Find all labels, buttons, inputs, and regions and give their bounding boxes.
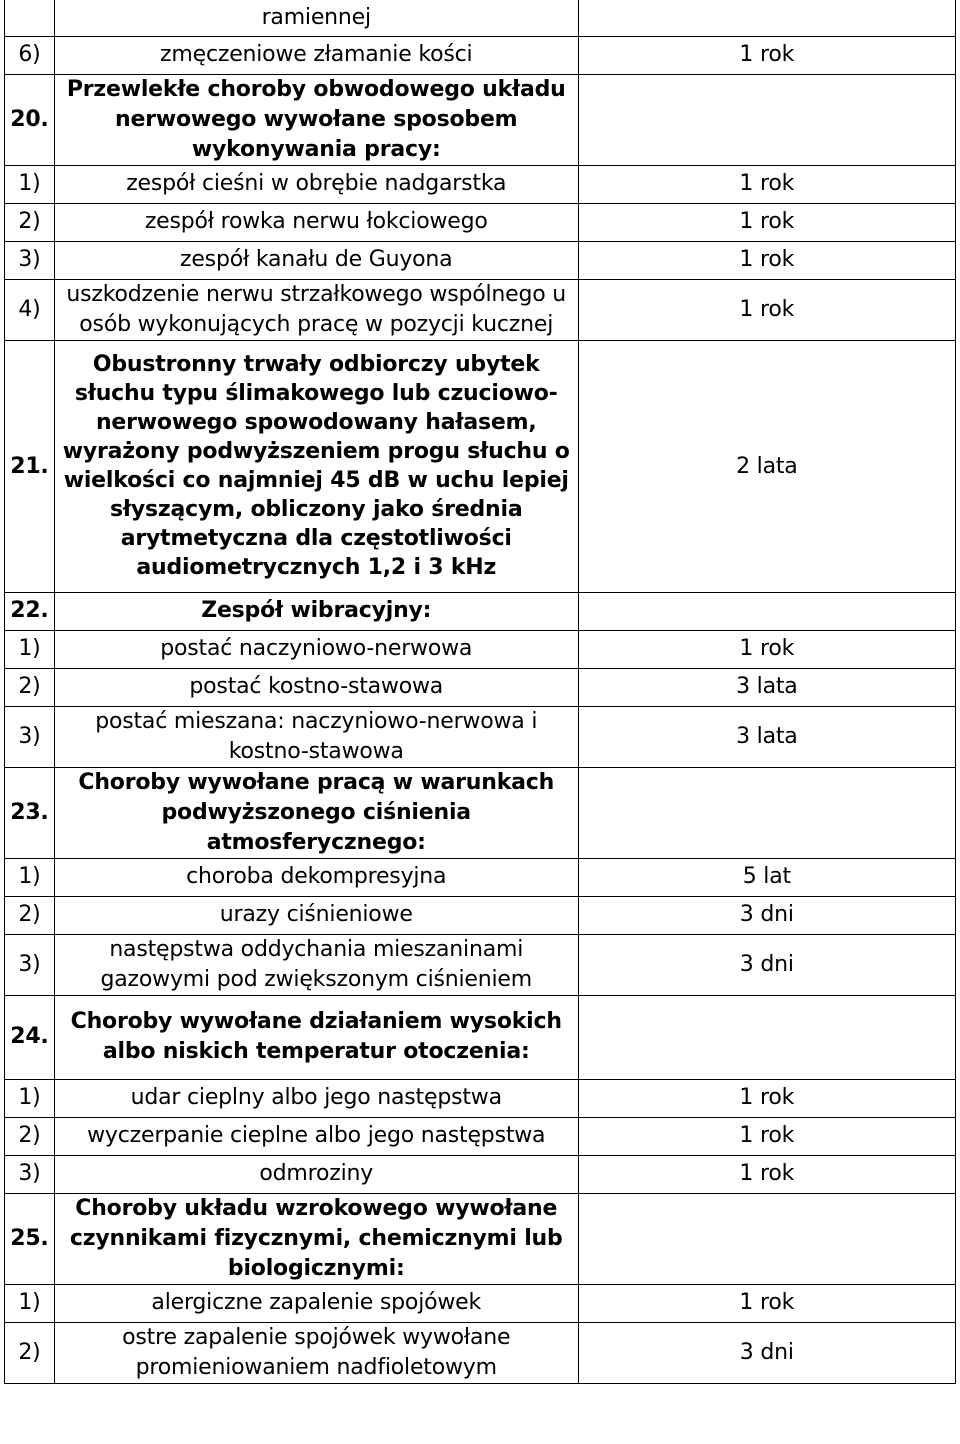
row-number: 6) (5, 36, 55, 74)
row-period (578, 995, 955, 1079)
row-description: uszkodzenie nerwu strzałkowego wspólnego u osób wykonujących pracę w pozycji kucznej (54, 279, 578, 340)
row-description: ostre zapalenie spojówek wywołane promieniowaniem nadfioletowym (54, 1322, 578, 1383)
table-row (5, 165, 956, 203)
row-number: 3) (5, 934, 55, 995)
row-number: 25. (5, 1193, 55, 1284)
occupational-disease-table (4, 0, 956, 1384)
table-row (5, 630, 956, 668)
row-number: 3) (5, 241, 55, 279)
row-period: 1 rok (578, 279, 955, 340)
row-description: Przewlekłe choroby obwodowego układu nerwowego wywołane sposobem wykonywania pracy: (54, 74, 578, 165)
row-description: wyczerpanie cieplne albo jego następstwa (54, 1117, 578, 1155)
row-description: udar cieplny albo jego następstwa (54, 1079, 578, 1117)
table-row (5, 241, 956, 279)
row-period: 1 rok (578, 241, 955, 279)
row-number: 24. (5, 995, 55, 1079)
table-row (5, 934, 956, 995)
row-description: urazy ciśnieniowe (54, 896, 578, 934)
row-number: 21. (5, 340, 55, 592)
row-description: Obustronny trwały odbiorczy ubytek słuchu typu ślimakowego lub czuciowo-nerwowego spowodowany hałasem, wyrażony podwyższeniem progu słuchu o wielkości co najmniej 45 dB w uchu lepiej słyszącym, obliczony jako średnia arytmetyczna dla częstotliwości audiometrycznych 1,2 i 3 kHz (54, 340, 578, 592)
row-number: 3) (5, 706, 55, 767)
row-description: postać mieszana: naczyniowo-nerwowa i kostno-stawowa (54, 706, 578, 767)
row-number: 3) (5, 1155, 55, 1193)
table-row (5, 74, 956, 165)
row-period: 3 dni (578, 896, 955, 934)
table-row (5, 668, 956, 706)
row-number (5, 0, 55, 36)
table-row (5, 592, 956, 630)
row-number: 2) (5, 896, 55, 934)
row-period (578, 1193, 955, 1284)
table-row (5, 1079, 956, 1117)
row-number: 1) (5, 858, 55, 896)
row-period: 1 rok (578, 1079, 955, 1117)
table-row (5, 706, 956, 767)
row-number: 20. (5, 74, 55, 165)
row-number: 1) (5, 1284, 55, 1322)
row-period (578, 592, 955, 630)
table-row (5, 1322, 956, 1383)
row-number: 2) (5, 1117, 55, 1155)
table-row (5, 0, 956, 36)
row-description: postać naczyniowo-nerwowa (54, 630, 578, 668)
row-description: ramiennej (54, 0, 578, 36)
table-row (5, 858, 956, 896)
table-row (5, 36, 956, 74)
row-period (578, 767, 955, 858)
row-period: 2 lata (578, 340, 955, 592)
row-description: Choroby wywołane pracą w warunkach podwyższonego ciśnienia atmosferycznego: (54, 767, 578, 858)
row-description: Choroby układu wzrokowego wywołane czynnikami fizycznymi, chemicznymi lub biologicznymi: (54, 1193, 578, 1284)
row-number: 2) (5, 203, 55, 241)
row-description: choroba dekompresyjna (54, 858, 578, 896)
table-row (5, 896, 956, 934)
table-row (5, 203, 956, 241)
table-row (5, 1193, 956, 1284)
table-row (5, 1155, 956, 1193)
row-description: zespół kanału de Guyona (54, 241, 578, 279)
row-number: 2) (5, 668, 55, 706)
row-description: następstwa oddychania mieszaninami gazowymi pod zwiększonym ciśnieniem (54, 934, 578, 995)
row-period (578, 0, 955, 36)
row-period: 1 rok (578, 1284, 955, 1322)
row-period: 3 dni (578, 1322, 955, 1383)
row-description: odmroziny (54, 1155, 578, 1193)
table-row (5, 279, 956, 340)
row-number: 1) (5, 630, 55, 668)
row-period (578, 74, 955, 165)
row-number: 23. (5, 767, 55, 858)
row-number: 1) (5, 1079, 55, 1117)
table-row (5, 1284, 956, 1322)
row-period: 1 rok (578, 203, 955, 241)
row-description: zespół cieśni w obrębie nadgarstka (54, 165, 578, 203)
table-row (5, 995, 956, 1079)
row-period: 1 rok (578, 630, 955, 668)
row-period: 3 lata (578, 668, 955, 706)
table-row (5, 1117, 956, 1155)
row-number: 1) (5, 165, 55, 203)
row-period: 1 rok (578, 165, 955, 203)
row-period: 3 lata (578, 706, 955, 767)
row-period: 1 rok (578, 36, 955, 74)
row-description: zespół rowka nerwu łokciowego (54, 203, 578, 241)
row-number: 22. (5, 592, 55, 630)
row-period: 1 rok (578, 1155, 955, 1193)
table-row (5, 340, 956, 592)
row-description: postać kostno-stawowa (54, 668, 578, 706)
row-period: 5 lat (578, 858, 955, 896)
row-period: 3 dni (578, 934, 955, 995)
row-description: zmęczeniowe złamanie kości (54, 36, 578, 74)
row-description: Zespół wibracyjny: (54, 592, 578, 630)
row-description: alergiczne zapalenie spojówek (54, 1284, 578, 1322)
row-period: 1 rok (578, 1117, 955, 1155)
row-number: 2) (5, 1322, 55, 1383)
row-description: Choroby wywołane działaniem wysokich albo niskich temperatur otoczenia: (54, 995, 578, 1079)
row-number: 4) (5, 279, 55, 340)
table-row (5, 767, 956, 858)
